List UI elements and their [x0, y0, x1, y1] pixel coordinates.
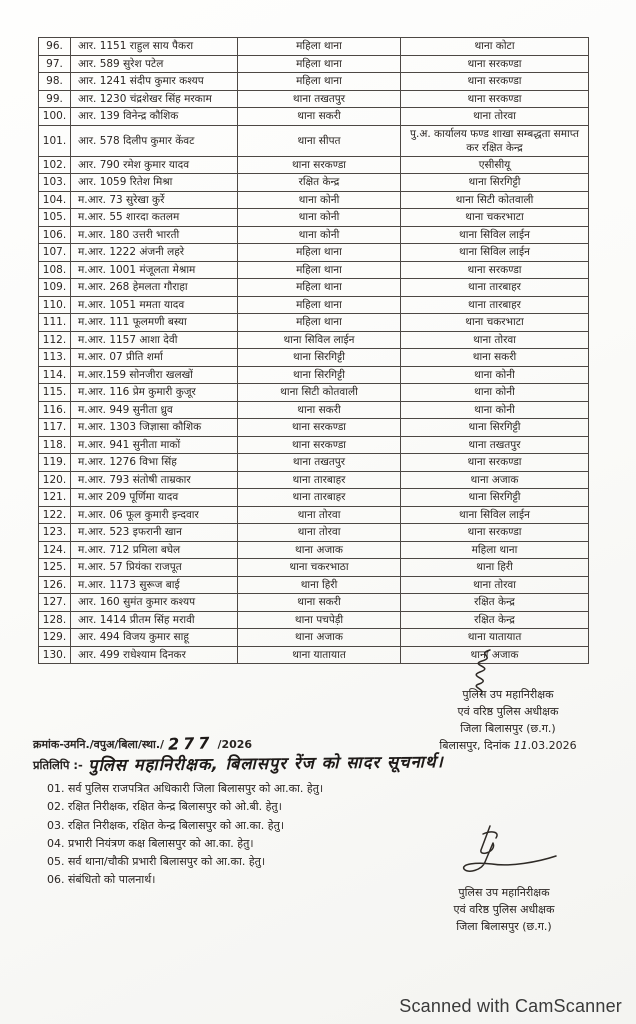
cell-current-posting: थाना सिटी कोतवाली — [238, 384, 401, 402]
table-row — [39, 646, 589, 664]
cell-name: म.आर. 1157 आशा देवी — [71, 331, 238, 349]
table-row — [39, 125, 589, 156]
cell-new-posting: थाना कोटा — [401, 38, 589, 56]
distribution-item: 01. सर्व पुलिस राजपत्रित अधिकारी जिला बिलासपुर को आ.का. हेतु। — [47, 782, 324, 795]
cell-name: म.आर. 55 शारदा कतलम — [71, 209, 238, 227]
table-row — [39, 191, 589, 209]
distribution-item: 06. संबंधितो को पालनार्थ। — [47, 873, 156, 887]
table-row — [39, 349, 589, 367]
table-row — [39, 454, 589, 472]
table-row — [39, 541, 589, 559]
table-row — [39, 506, 589, 524]
cell-current-posting: महिला थाना — [238, 279, 401, 297]
table-row — [39, 331, 589, 349]
cell-current-posting: थाना अजाक — [238, 541, 401, 559]
cell-serial: 110. — [39, 296, 71, 314]
cell-serial: 126. — [39, 576, 71, 594]
table-row — [39, 629, 589, 647]
cell-new-posting: थाना हिरी — [401, 559, 589, 577]
table-row — [39, 576, 589, 594]
table-row — [39, 156, 589, 174]
signatory-district-line: जिला बिलासपुर (छ.ग.) — [460, 722, 556, 735]
signature-block-bottom — [420, 884, 588, 935]
cell-serial: 111. — [39, 314, 71, 332]
cell-serial: 97. — [39, 55, 71, 73]
cell-current-posting: महिला थाना — [238, 296, 401, 314]
table-row — [39, 436, 589, 454]
cell-current-posting: थाना सरकण्डा — [238, 419, 401, 437]
cell-name: म.आर. 1303 जिज्ञासा कौशिक — [71, 419, 238, 437]
cell-serial: 105. — [39, 209, 71, 227]
cell-current-posting: थाना सकरी — [238, 108, 401, 126]
table-row — [39, 73, 589, 91]
cell-name: आर. 1059 रितेश मिश्रा — [71, 174, 238, 192]
table-row — [39, 55, 589, 73]
cell-new-posting: थाना तोरवा — [401, 576, 589, 594]
cell-name: आर. 1414 प्रीतम सिंह मरावी — [71, 611, 238, 629]
cell-name: म.आर. 949 सुनीता ध्रुव — [71, 401, 238, 419]
cell-serial: 100. — [39, 108, 71, 126]
distribution-item: 03. रक्षित निरीक्षक, रक्षित केन्द्र बिलासपुर को आ.का. हेतु। — [47, 818, 285, 832]
cell-name: म.आर. 73 सुरेखा कुर्रे — [71, 191, 238, 209]
cell-name: म.आर. 793 संतोषी ताम्रकार — [71, 471, 238, 489]
cell-name: म.आर. 523 इफरानी खान — [71, 524, 238, 542]
cell-current-posting: थाना सकरी — [238, 401, 401, 419]
table-row — [39, 174, 589, 192]
cell-new-posting: थाना चकरभाटा — [401, 209, 589, 227]
cell-new-posting: थाना कोनी — [401, 366, 589, 384]
distribution-item: 05. सर्व थाना/चौकी प्रभारी बिलासपुर को आ.का. हेतु। — [47, 855, 266, 869]
table-row — [39, 38, 589, 56]
cell-current-posting: महिला थाना — [238, 261, 401, 279]
table-row — [39, 261, 589, 279]
cell-name: आर. 1241 संदीप कुमार कश्यप — [71, 73, 238, 91]
cell-name: म.आर. 116 प्रेम कुमारी कुजूर — [71, 384, 238, 402]
signatory-title-line1: पुलिस उप महानिरीक्षक — [462, 688, 554, 701]
cell-serial: 101. — [39, 125, 71, 156]
cell-current-posting: थाना कोनी — [238, 209, 401, 227]
cell-serial: 128. — [39, 611, 71, 629]
table-row — [39, 401, 589, 419]
table-row — [39, 594, 589, 612]
cell-serial: 103. — [39, 174, 71, 192]
handwritten-date: 11 — [513, 739, 528, 752]
cell-serial: 96. — [39, 38, 71, 56]
reference-number-line — [33, 733, 252, 752]
camscanner-watermark: Scanned with CamScanner — [399, 996, 622, 1016]
cell-name: म.आर. 1222 अंजनी लहरे — [71, 244, 238, 262]
cell-name: आर. 494 विजय कुमार साहू — [71, 629, 238, 647]
cell-name: म.आर. 57 प्रियंका राजपूत — [71, 559, 238, 577]
cell-name: आर. 499 राधेश्याम दिनकर — [71, 646, 238, 664]
cell-current-posting: थाना सीपत — [238, 125, 401, 156]
cell-serial: 127. — [39, 594, 71, 612]
cell-serial: 102. — [39, 156, 71, 174]
cell-new-posting: थाना सरकण्डा — [401, 90, 589, 108]
cell-new-posting: थाना सरकण्डा — [401, 454, 589, 472]
reference-suffix: /2026 — [217, 738, 253, 751]
handwritten-reference-number: 277 — [167, 733, 214, 754]
table-row — [39, 366, 589, 384]
table-row — [39, 108, 589, 126]
cell-name: आर. 589 सुरेश पटेल — [71, 55, 238, 73]
cell-new-posting: थाना यातायात — [401, 629, 589, 647]
cell-serial: 117. — [39, 419, 71, 437]
cell-current-posting: महिला थाना — [238, 73, 401, 91]
cell-current-posting: थाना सिरगिट्टी — [238, 366, 401, 384]
cell-name: आर. 160 सुमंत कुमार कश्यप — [71, 594, 238, 612]
table-row — [39, 244, 589, 262]
table-row — [39, 90, 589, 108]
cell-new-posting: थाना सिटी कोतवाली — [401, 191, 589, 209]
table-row — [39, 384, 589, 402]
cell-name: म.आर. 180 उत्तरी भारती — [71, 226, 238, 244]
cell-serial: 109. — [39, 279, 71, 297]
table-row — [39, 559, 589, 577]
cell-new-posting: थाना तोरवा — [401, 331, 589, 349]
cell-new-posting: थाना सरकण्डा — [401, 55, 589, 73]
cell-current-posting: थाना सकरी — [238, 594, 401, 612]
table-row — [39, 489, 589, 507]
cell-serial: 115. — [39, 384, 71, 402]
cell-name: आर. 1230 चंद्रशेखर सिंह मरकाम — [71, 90, 238, 108]
cell-current-posting: थाना सिविल लाईन — [238, 331, 401, 349]
cell-current-posting: थाना कोनी — [238, 226, 401, 244]
table-row — [39, 226, 589, 244]
cell-new-posting: थाना कोनी — [401, 401, 589, 419]
cell-serial: 124. — [39, 541, 71, 559]
table-row — [39, 314, 589, 332]
cell-serial: 123. — [39, 524, 71, 542]
cell-name: म.आर. 1276 विभा सिंह — [71, 454, 238, 472]
cell-new-posting: थाना सिरगिट्टी — [401, 419, 589, 437]
cell-new-posting: थाना तारबाहर — [401, 279, 589, 297]
cell-serial: 114. — [39, 366, 71, 384]
cell-serial: 121. — [39, 489, 71, 507]
cell-serial: 112. — [39, 331, 71, 349]
cell-new-posting: थाना सरकण्डा — [401, 524, 589, 542]
signature-block-top — [413, 686, 603, 754]
cell-new-posting: थाना सिविल लाईन — [401, 226, 589, 244]
cell-serial: 118. — [39, 436, 71, 454]
cell-serial: 98. — [39, 73, 71, 91]
cell-current-posting: थाना तारबाहर — [238, 489, 401, 507]
cell-new-posting: थाना सरकण्डा — [401, 261, 589, 279]
reference-prefix: क्रमांक-उमनि./वपुअ/बिला/स्था./ — [33, 738, 165, 751]
cell-serial: 122. — [39, 506, 71, 524]
cell-name: म.आर. 111 फूलमणी बस्या — [71, 314, 238, 332]
cell-current-posting: थाना हिरी — [238, 576, 401, 594]
cell-serial: 108. — [39, 261, 71, 279]
cell-name: आर. 578 दिलीप कुमार केंवट — [71, 125, 238, 156]
distribution-item: 04. प्रभारी नियंत्रण कक्ष बिलासपुर को आ.का. हेतु। — [47, 836, 254, 850]
cell-new-posting: थाना चकरभाटा — [401, 314, 589, 332]
cell-new-posting: पु.अ. कार्यालय फण्ड शाखा सम्बद्धता समाप्त कर रक्षित केन्द्र — [401, 125, 589, 156]
cell-new-posting: थाना अजाक — [401, 646, 589, 664]
table-row — [39, 471, 589, 489]
cell-current-posting: थाना सरकण्डा — [238, 436, 401, 454]
copy-line — [33, 751, 444, 774]
cell-current-posting: महिला थाना — [238, 314, 401, 332]
cell-serial: 129. — [39, 629, 71, 647]
cell-name: आर. 790 रमेश कुमार यादव — [71, 156, 238, 174]
cell-name: म.आर 209 पूर्णिमा यादव — [71, 489, 238, 507]
cell-new-posting: थाना कोनी — [401, 384, 589, 402]
cell-new-posting: रक्षित केन्द्र — [401, 594, 589, 612]
cell-name: म.आर. 07 प्रीति शर्मा — [71, 349, 238, 367]
signatory-title-line1: पुलिस उप महानिरीक्षक — [458, 886, 550, 899]
cell-new-posting: थाना सरकण्डा — [401, 73, 589, 91]
date-line: बिलासपुर, दिनांक 11.03.2026 — [439, 739, 577, 752]
cell-current-posting: महिला थाना — [238, 38, 401, 56]
cell-serial: 120. — [39, 471, 71, 489]
cell-name: म.आर. 1051 ममता यादव — [71, 296, 238, 314]
cell-serial: 106. — [39, 226, 71, 244]
cell-current-posting: रक्षित केन्द्र — [238, 174, 401, 192]
cell-current-posting: थाना तारबाहर — [238, 471, 401, 489]
cell-current-posting: थाना तखतपुर — [238, 454, 401, 472]
cell-current-posting: थाना सरकण्डा — [238, 156, 401, 174]
signatory-district-line: जिला बिलासपुर (छ.ग.) — [456, 920, 552, 933]
cell-current-posting: थाना यातायात — [238, 646, 401, 664]
cell-serial: 119. — [39, 454, 71, 472]
cell-new-posting: थाना सिविल लाईन — [401, 506, 589, 524]
cell-new-posting: थाना अजाक — [401, 471, 589, 489]
table-row — [39, 209, 589, 227]
cell-new-posting: थाना तखतपुर — [401, 436, 589, 454]
cell-new-posting: थाना सिरगिट्टी — [401, 174, 589, 192]
transfer-table — [38, 37, 589, 664]
cell-name: म.आर. 941 सुनीता माकों — [71, 436, 238, 454]
cell-new-posting: थाना तोरवा — [401, 108, 589, 126]
copy-label: प्रतिलिपि :- — [33, 758, 83, 772]
cell-new-posting: थाना सिविल लाईन — [401, 244, 589, 262]
cell-current-posting: थाना तोरवा — [238, 506, 401, 524]
cell-name: म.आर. 712 प्रमिला बघेल — [71, 541, 238, 559]
cell-current-posting: थाना अजाक — [238, 629, 401, 647]
cell-current-posting: थाना चकरभाठा — [238, 559, 401, 577]
handwritten-copy-text: पुलिस महानिरीक्षक, बिलासपुर रेंज को सादर सूचनार्थ। — [87, 752, 444, 775]
cell-serial: 99. — [39, 90, 71, 108]
cell-name: म.आर. 1173 सुरूज बाई — [71, 576, 238, 594]
cell-serial: 125. — [39, 559, 71, 577]
signatory-title-line2: एवं वरिष्ठ पुलिस अधीक्षक — [453, 903, 555, 916]
cell-serial: 104. — [39, 191, 71, 209]
cell-new-posting: महिला थाना — [401, 541, 589, 559]
cell-name: म.आर.159 सोनजीरा खलखों — [71, 366, 238, 384]
cell-serial: 130. — [39, 646, 71, 664]
cell-name: म.आर. 268 हेमलता गौराहा — [71, 279, 238, 297]
cell-new-posting: थाना सिरगिट्टी — [401, 489, 589, 507]
transfer-table-body — [39, 38, 589, 664]
table-row — [39, 611, 589, 629]
cell-current-posting: थाना तोरवा — [238, 524, 401, 542]
cell-new-posting: थाना तारबाहर — [401, 296, 589, 314]
cell-new-posting: रक्षित केन्द्र — [401, 611, 589, 629]
table-row — [39, 524, 589, 542]
table-row — [39, 419, 589, 437]
cell-name: म.आर. 06 फूल कुमारी इन्दवार — [71, 506, 238, 524]
cell-serial: 113. — [39, 349, 71, 367]
cell-current-posting: थाना पचपेड़ी — [238, 611, 401, 629]
cell-name: आर. 139 विनेन्द्र कौशिक — [71, 108, 238, 126]
cell-name: म.आर. 1001 मंजूलता मेश्राम — [71, 261, 238, 279]
table-row — [39, 279, 589, 297]
cell-name: आर. 1151 राहुल साय पैकरा — [71, 38, 238, 56]
cell-current-posting: महिला थाना — [238, 244, 401, 262]
distribution-item: 02. रक्षित निरीक्षक, रक्षित केन्द्र बिलासपुर को ओ.बी. हेतु। — [47, 800, 282, 814]
cell-current-posting: महिला थाना — [238, 55, 401, 73]
cell-current-posting: थाना सिरगिट्टी — [238, 349, 401, 367]
cell-current-posting: थाना कोनी — [238, 191, 401, 209]
cell-serial: 116. — [39, 401, 71, 419]
cell-new-posting: एसीसीयू — [401, 156, 589, 174]
signature-bottom-icon — [448, 824, 563, 886]
table-row — [39, 296, 589, 314]
cell-current-posting: थाना तखतपुर — [238, 90, 401, 108]
signatory-title-line2: एवं वरिष्ठ पुलिस अधीक्षक — [457, 705, 559, 718]
cell-serial: 107. — [39, 244, 71, 262]
cell-new-posting: थाना सकरी — [401, 349, 589, 367]
distribution-list — [47, 780, 323, 890]
